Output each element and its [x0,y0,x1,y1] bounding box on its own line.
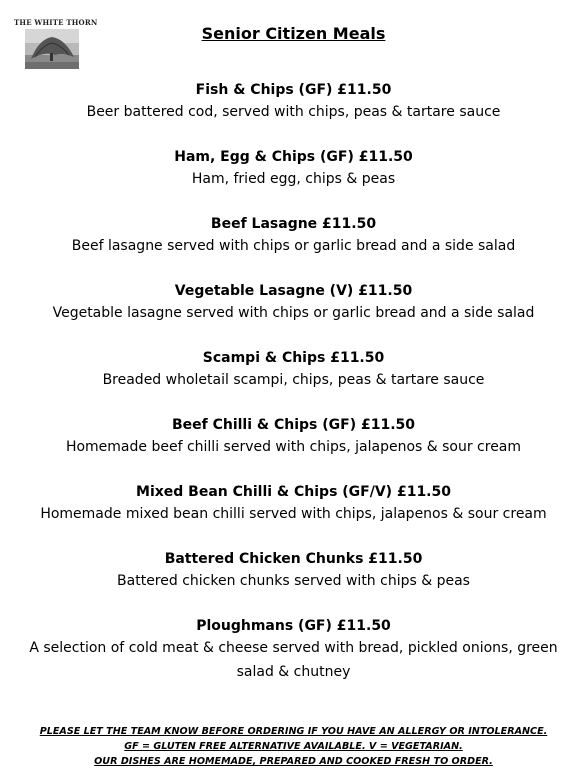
menu-item-name: Vegetable Lasagne (V) £11.50 [174,283,413,299]
menu-item-name: Fish & Chips (GF) £11.50 [195,82,392,98]
menu-item [0,80,587,147]
menu-item [0,214,587,281]
menu-item-name: Beef Lasagne £11.50 [210,216,377,232]
menu-item-description: Battered chicken chunks served with chips & peas [117,573,470,589]
menu-item-name: Ham, Egg & Chips (GF) £11.50 [174,149,413,165]
menu-item-description: Breaded wholetail scampi, chips, peas & tartare sauce [102,372,485,388]
menu-item [0,147,587,214]
menu-item-description: Beer battered cod, served with chips, peas & tartare sauce [86,104,501,120]
page-title: Senior Citizen Meals [201,24,386,43]
menu-item-name: Mixed Bean Chilli & Chips (GF/V) £11.50 [136,484,451,500]
menu-item-description: Vegetable lasagne served with chips or garlic bread and a side salad [52,305,535,321]
menu-item [0,415,587,482]
menu-item-description: A selection of cold meat & cheese served with bread, pickled onions, green salad & chutney [29,640,558,680]
menu-list [0,80,587,683]
menu-item-description: Homemade mixed bean chilli served with chips, jalapenos & sour cream [40,506,547,522]
menu-item-name: Scampi & Chips £11.50 [202,350,385,366]
menu-item-name: Beef Chilli & Chips (GF) £11.50 [171,417,416,433]
menu-item-description: Ham, fried egg, chips & peas [191,171,396,187]
menu-item [0,348,587,415]
logo-text: THE WHITE THORN [14,18,98,27]
menu-item [0,482,587,549]
allergy-footer [0,724,587,769]
menu-item [0,549,587,616]
menu-item [0,281,587,348]
footer-key-notice: GF = GLUTEN FREE ALTERNATIVE AVAILABLE. V = VEGETARIAN. [124,741,463,752]
menu-item-description: Homemade beef chilli served with chips, jalapenos & sour cream [65,439,522,455]
menu-item-name: Battered Chicken Chunks £11.50 [164,551,423,567]
menu-item-description: Beef lasagne served with chips or garlic bread and a side salad [71,238,516,254]
footer-allergy-notice: PLEASE LET THE TEAM KNOW BEFORE ORDERING IF YOU HAVE AN ALLERGY OR INTOLERANCE. [39,726,548,737]
menu-item [0,616,587,683]
menu-item-name: Ploughmans (GF) £11.50 [196,618,391,634]
footer-homemade-notice: OUR DISHES ARE HOMEMADE, PREPARED AND COOKED FRESH TO ORDER. [94,756,493,767]
